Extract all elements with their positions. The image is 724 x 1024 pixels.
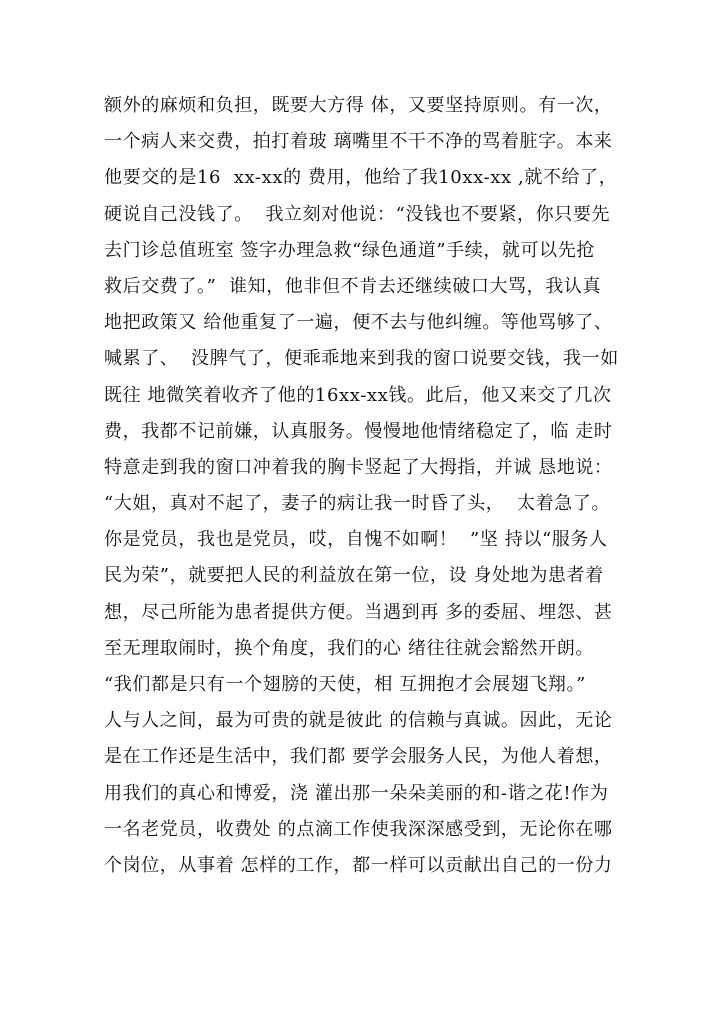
text-line: 费，我都不记前嫌，认真服务。慢慢地他情绪稳定了，临 走时: [104, 420, 613, 442]
text-line: 人与人之间，最为可贵的就是彼此 的信赖与真诚。因此，无论: [104, 710, 613, 732]
text-line: 一个病人来交费，拍打着玻 璃嘴里不干不净的骂着脏字。本来: [104, 131, 613, 153]
text-line: 个岗位，从事着 怎样的工作，都一样可以贡献出自己的一份力: [104, 854, 613, 876]
text-line: 去门诊总值班室 签字办理急救“绿色通道”手续，就可以先抢: [104, 239, 595, 261]
text-line: 额外的麻烦和负担，既要大方得 体，又要坚持原则。有一次，: [104, 95, 613, 116]
text-line: 民为荣”，就要把人民的利益放在第一位，设 身处地为患者着: [104, 565, 604, 587]
text-line: 想，尽己所能为患者提供方便。当遇到再 多的委屈、埋怨、甚: [104, 601, 613, 623]
text-line: 用我们的真心和博爱，浇 灌出那一朵朵美丽的和-谐之花!作为: [104, 782, 609, 804]
text-line: 至无理取闹时，换个角度，我们的心 绪往往就会豁然开朗。: [104, 637, 594, 659]
text-line: 既往 地微笑着收齐了他的16xx-xx钱。此后，他又来交了几次: [104, 384, 612, 406]
text-line: 硬说自己没钱了。 我立刻对他说：“没钱也不要紧，你只要先: [104, 203, 611, 225]
text-line: 他要交的是16 xx-xx的 费用，他给了我10xx-xx ,就不给了，: [104, 167, 618, 189]
text-line: 一名老党员，收费处 的点滴工作使我深深感受到，无论你在哪: [104, 818, 613, 840]
text-line: “大姐，真对不起了，妻子的病让我一时昏了头， 太着急了。: [104, 493, 611, 515]
text-line: 喊累了、 没脾气了，便乖乖地来到我的窗口说要交钱，我一如: [104, 348, 619, 370]
text-line: “我们都是只有一个翅膀的天使，相 互拥抱才会展翅飞翔。”: [104, 674, 586, 695]
text-line: 救后交费了。” 谁知，他非但不肯去还继续破口大骂，我认真: [104, 275, 602, 297]
text-line: 特意走到我的窗口冲着我的胸卡竖起了大拇指，并诚 恳地说：: [104, 456, 613, 478]
text-line: 地把政策又 给他重复了一遍，便不去与他纠缠。等他骂够了、: [104, 312, 613, 334]
text-line: 是在工作还是生活中，我们都 要学会服务人民，为他人着想，: [104, 746, 613, 768]
text-line: 你是党员，我也是党员，哎，自愧不如啊！ ”坚 持以“服务人: [104, 529, 608, 551]
body-text: [104, 88, 634, 884]
